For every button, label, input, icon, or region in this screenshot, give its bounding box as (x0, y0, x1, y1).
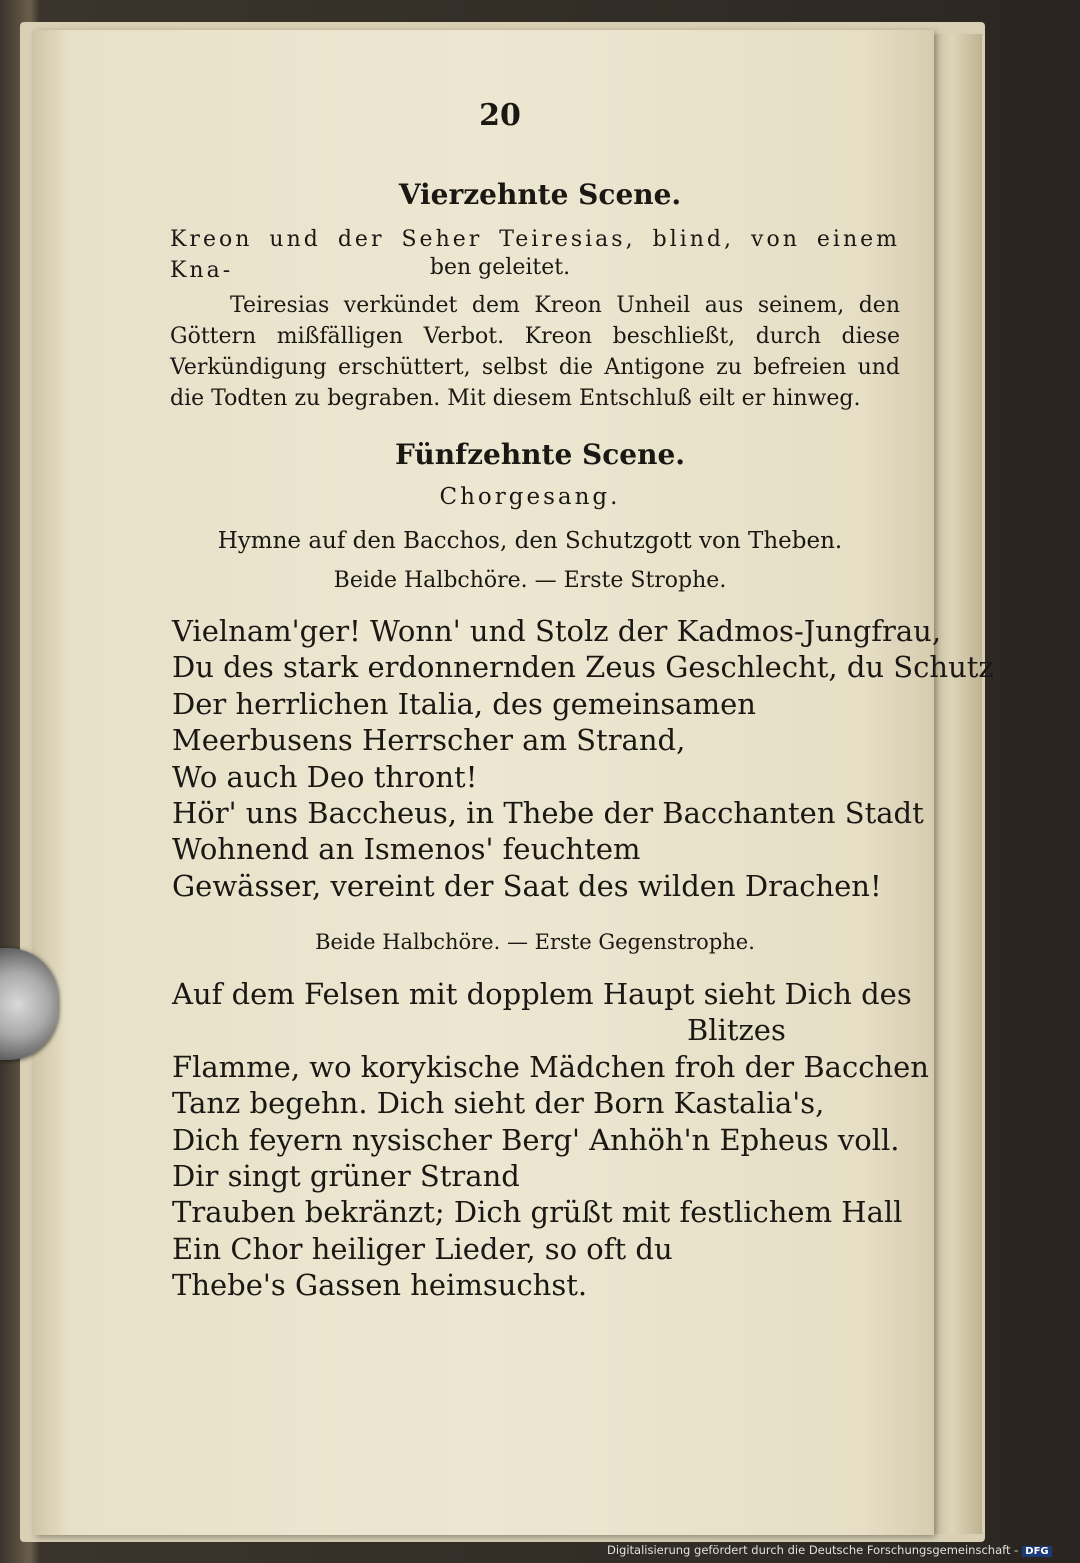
scene15-hymn: Hymne auf den Bacchos, den Schutzgott von Theben. (217, 528, 843, 554)
dfg-logo: DFG (1022, 1546, 1051, 1557)
verse-line: Wo auch Deo thront! (172, 759, 478, 794)
verse-line: Meerbusens Herrscher am Strand, (172, 723, 686, 758)
verse-line: Flamme, wo korykische Mädchen froh der Bacchen (172, 1049, 929, 1084)
verse-line: Hör' uns Baccheus, in Thebe der Bacchanten Stadt (172, 795, 924, 830)
verse-line: Der herrlichen Italia, des gemeinsamen (172, 686, 756, 721)
scene15-title: Fünfzehnte Scene. (394, 438, 686, 471)
verse-line: Blitzes (687, 1013, 786, 1048)
verse-line: Wohnend an Ismenos' feuchtem (172, 832, 641, 867)
verse-line: Thebe's Gassen heimsuchst. (172, 1268, 588, 1303)
verse-line: Dir singt grüner Strand (172, 1158, 520, 1193)
verse-line: Vielnam'ger! Wonn' und Stolz der Kadmos-Jungfrau, (172, 614, 942, 648)
scene14-cast-line1: Kreon und der Seher Teiresias, blind, von einem Kna- (170, 227, 900, 283)
verse-line: Auf dem Felsen mit dopplem Haupt sieht Dich des (172, 977, 912, 1011)
scene14-cast-line2: ben geleitet. (429, 255, 571, 280)
scene14-summary: Teiresias verkündet dem Kreon Unheil aus seinem, den Göttern mißfälligen Verbot. Kreon beschließt, durch diese Verkündigung erschüttert, selbst die Antigone zu befreien und die Todten zu begraben. Mit diesem Entschluß eilt er hinweg. (170, 293, 900, 411)
scene14-title: Vierzehnte Scene. (398, 178, 682, 211)
verse-line: Dich feyern nysischer Berg' Anhöh'n Epheus voll. (172, 1122, 900, 1157)
strophe1-heading: Beide Halbchöre. — Erste Strophe. (333, 568, 727, 593)
verse-line: Du des stark erdonnernden Zeus Geschlecht, du Schutz (172, 650, 994, 685)
digitization-credit (607, 1543, 1052, 1557)
page-number: 20 (479, 98, 521, 133)
verse-line: Tanz begehn. Dich sieht der Born Kastalia's, (172, 1086, 825, 1121)
strophe1-verse (172, 613, 994, 904)
scene15-subtitle: Chorgesang. (439, 484, 621, 510)
antistrophe1-heading: Beide Halbchöre. — Erste Gegenstrophe. (315, 930, 755, 954)
verse-line: Ein Chor heiliger Lieder, so oft du (172, 1231, 673, 1266)
credit-text: Digitalisierung gefördert durch die Deutsche Forschungsgemeinschaft - (607, 1543, 1019, 1557)
verse-line: Trauben bekränzt; Dich grüßt mit festlichem Hall (172, 1195, 903, 1230)
verse-line: Gewässer, vereint der Saat des wilden Drachen! (172, 868, 882, 903)
antistrophe1-verse (172, 976, 929, 1304)
